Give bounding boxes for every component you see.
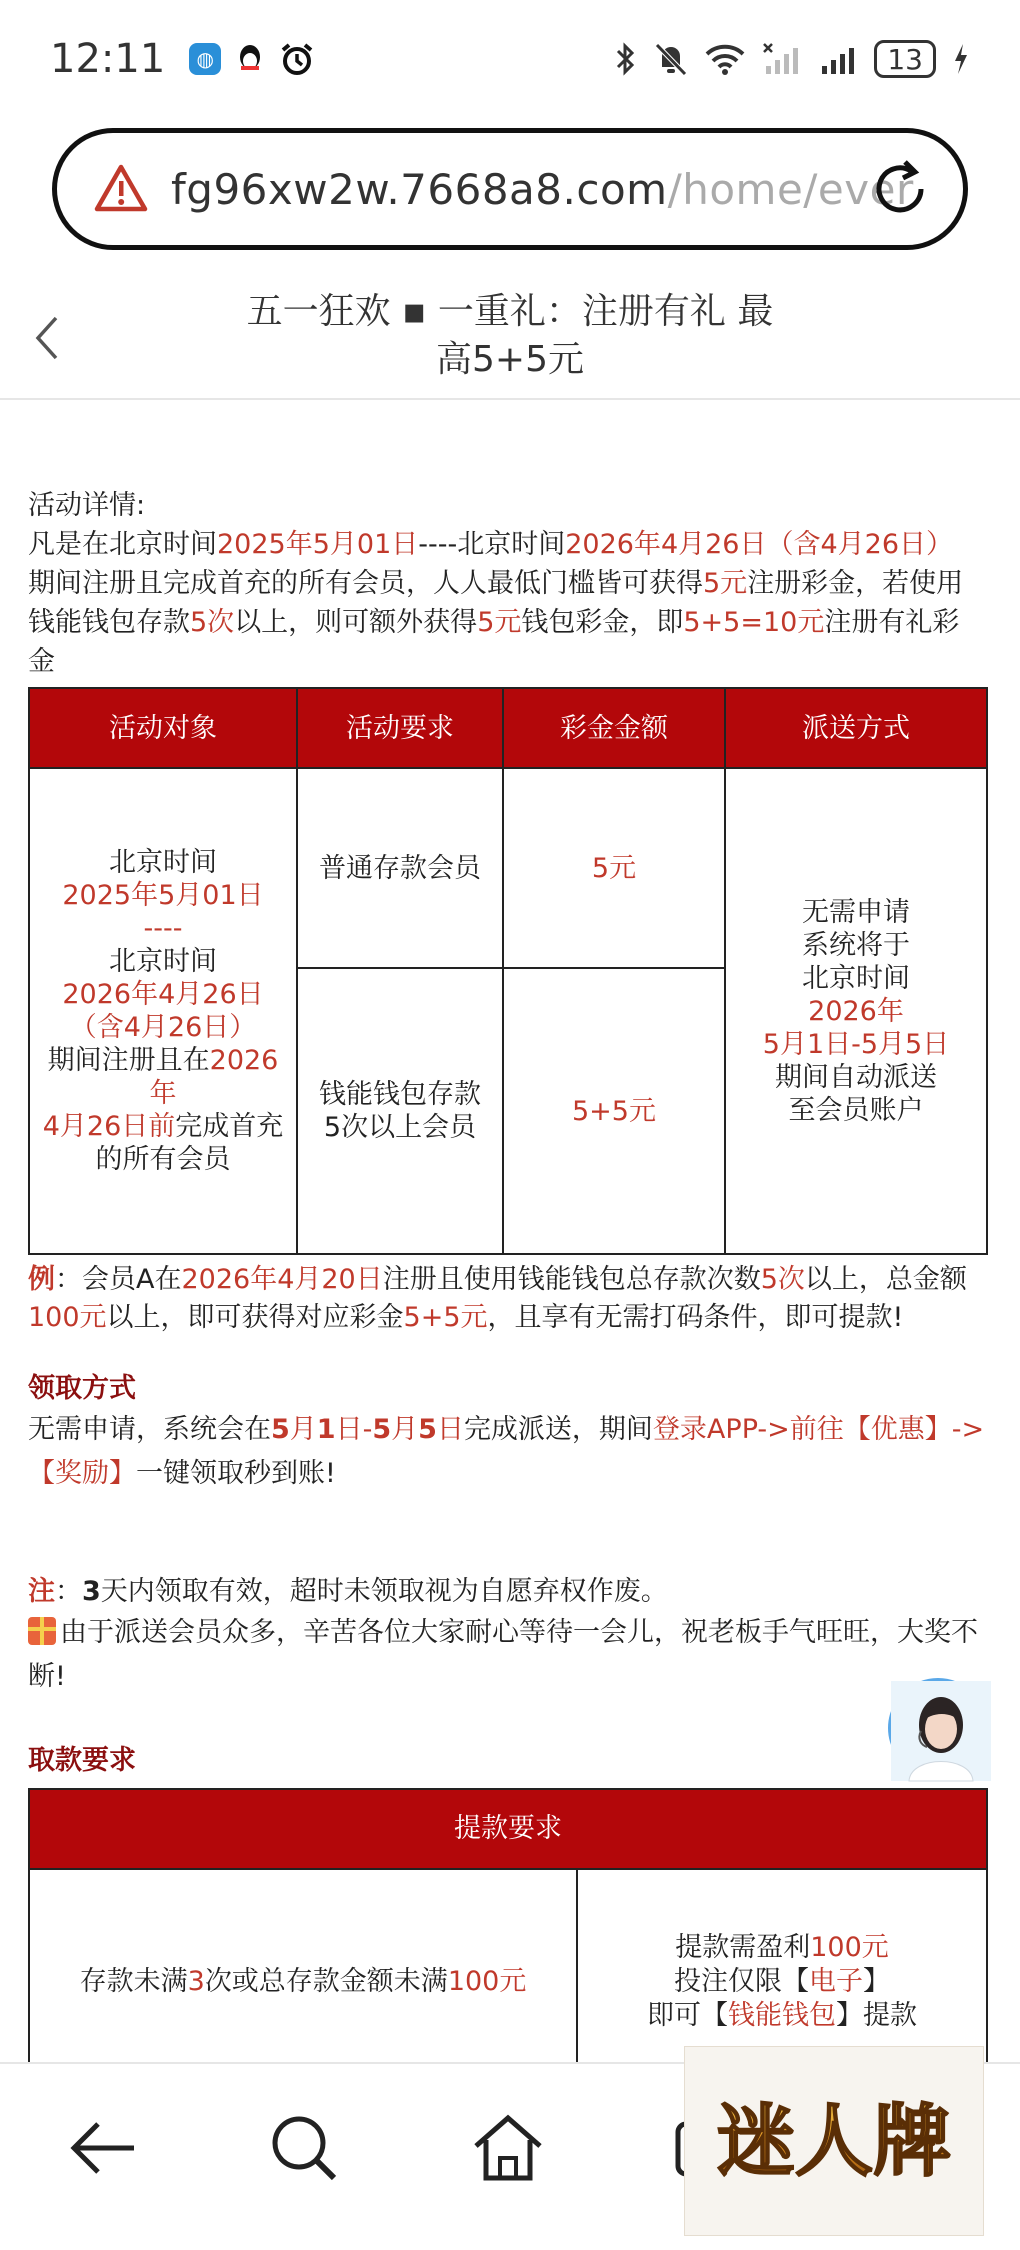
claim-date: 5 — [418, 1414, 437, 1445]
target-text: 4月26日前 — [42, 1111, 176, 1142]
note-text: 天内领取有效，超时未领取视为自愿弃权作废。 — [100, 1576, 668, 1607]
promo-content — [28, 486, 986, 2096]
details-label: 活动详情: — [28, 490, 146, 521]
withdraw-text: 电子 — [809, 1966, 863, 1997]
details-text: ----北京时间 — [418, 529, 566, 560]
target-line: 北京时间 — [109, 946, 217, 977]
note-days: 3 — [82, 1576, 101, 1607]
status-time: 12:11 — [50, 36, 166, 82]
target-line — [36, 1044, 290, 1110]
activity-table-header — [29, 688, 987, 768]
withdraw-text: 存款未满 — [79, 1966, 188, 1997]
requirement-cell: 普通存款会员 — [297, 768, 503, 968]
delivery-line: 北京时间 — [802, 962, 910, 994]
claim-title: 领取方式 — [28, 1373, 136, 1404]
withdraw-text: 即可【 — [647, 2000, 728, 2031]
target-line: 北京时间 — [109, 847, 217, 878]
claim-text: 一键领取秒到账! — [136, 1458, 336, 1489]
watermark-text — [694, 2086, 974, 2196]
status-bar — [0, 0, 1020, 118]
details-times: 5次 — [190, 607, 235, 638]
example-label: 例 — [28, 1264, 55, 1295]
claim-text: 无需申请，系统会在 — [28, 1414, 271, 1445]
target-line: 的所有会员 — [95, 1144, 231, 1175]
page-header — [0, 280, 1020, 400]
claim-path: 登录APP->前往【优惠】->【奖励】 — [28, 1414, 985, 1489]
status-left — [50, 36, 315, 82]
page-title — [170, 288, 850, 384]
page-title-line2: 高5+5元 — [436, 339, 584, 380]
table-row — [29, 768, 987, 968]
target-line — [36, 1110, 290, 1143]
details-total: 5+5=10元 — [683, 607, 825, 638]
target-line: ---- — [143, 913, 183, 944]
note-label: 注 — [28, 1576, 55, 1607]
claim-date: 月 — [289, 1414, 317, 1445]
amount-cell: 5元 — [503, 768, 725, 968]
withdraw-line — [578, 1965, 986, 1999]
target-text: 完成首充 — [175, 1111, 284, 1142]
example-text: 以上，即可获得对应彩金 — [106, 1302, 404, 1333]
alarm-icon — [279, 41, 315, 77]
gift-paragraph — [28, 1611, 986, 1699]
details-amount: 5元 — [703, 568, 748, 599]
bluetooth-icon — [614, 41, 638, 77]
table-header-cell: 彩金金额 — [503, 688, 725, 768]
support-agent-icon — [891, 1681, 991, 1781]
delivery-cell — [725, 768, 987, 1254]
withdraw-title: 取款要求 — [28, 1745, 136, 1776]
app-icon: ◍ — [189, 43, 221, 75]
requirement-cell — [297, 968, 503, 1254]
example-paragraph — [28, 1261, 986, 1337]
back-arrow-icon[interactable] — [64, 2108, 144, 2188]
claim-date: 月 — [391, 1414, 419, 1445]
activity-table — [28, 687, 988, 1255]
qq-icon — [235, 42, 265, 76]
customer-support-avatar[interactable] — [888, 1678, 988, 1778]
target-line: （含4月26日） — [69, 1012, 257, 1043]
requirement-line: 钱能钱包存款 — [319, 1079, 481, 1110]
example-amount: 100元 — [28, 1302, 107, 1333]
signal-icon — [818, 42, 858, 76]
table-header-cell: 派送方式 — [725, 688, 987, 768]
claim-date: 5 — [372, 1414, 392, 1445]
search-icon[interactable] — [264, 2108, 344, 2188]
example-text: ，且享有无需打码条件，即可提款! — [487, 1302, 904, 1333]
delivery-line: 无需申请 — [802, 896, 910, 928]
page-title-line1: 五一狂欢 ▪ 一重礼：注册有礼 最 — [246, 291, 774, 332]
delivery-line: 期间自动派送 — [775, 1061, 937, 1093]
withdraw-line — [578, 1999, 986, 2033]
table-header-cell: 活动要求 — [297, 688, 503, 768]
mute-icon — [654, 41, 688, 77]
example-date: 2026年4月20日 — [181, 1264, 383, 1295]
delivery-line: 5月1日-5月5日 — [762, 1028, 950, 1060]
target-line: 2026年4月26日 — [62, 979, 264, 1010]
watermark-logo — [684, 2046, 984, 2236]
target-text: 期间注册且在 — [47, 1045, 210, 1076]
url-host: fg96xw2w.7668a8.com — [171, 164, 668, 214]
delivery-line: 系统将于 — [802, 929, 910, 961]
battery-level: 13 — [874, 40, 936, 78]
url-text[interactable] — [171, 164, 914, 214]
claim-date: 5 — [271, 1414, 290, 1445]
note-paragraph — [28, 1572, 986, 1611]
warning-icon[interactable] — [93, 161, 149, 217]
details-text: 凡是在北京时间 — [28, 529, 217, 560]
target-cell — [29, 768, 297, 1254]
claim-date: 日- — [335, 1414, 373, 1445]
delivery-line: 2026年 — [808, 995, 904, 1027]
withdraw-amount: 100元 — [810, 1932, 889, 1963]
withdraw-text: 钱能钱包 — [728, 2000, 836, 2031]
details-text: 注册彩金，若使用钱能钱包存款 — [28, 568, 964, 638]
target-text: 2026年 — [149, 1045, 279, 1109]
gift-icon — [28, 1617, 56, 1645]
details-text: 钱包彩金，即 — [521, 607, 684, 638]
withdraw-text: 提款需盈利 — [675, 1932, 811, 1963]
withdraw-text: 】提款 — [836, 2000, 917, 2031]
claim-date: 1 — [316, 1414, 336, 1445]
example-text: 注册且使用钱能钱包总存款次数 — [382, 1264, 761, 1295]
requirement-line: 5次以上会员 — [323, 1112, 477, 1143]
claim-date: 日 — [436, 1414, 464, 1445]
back-chevron-icon[interactable] — [22, 304, 72, 368]
details-text: 以上，则可额外获得 — [234, 607, 478, 638]
example-text: ：会员A在 — [55, 1264, 182, 1295]
withdraw-count: 3 — [187, 1966, 205, 1997]
details-text: 注册有礼彩金 — [28, 607, 960, 677]
withdraw-text: 投注仅限【 — [674, 1966, 809, 1997]
example-times: 5次 — [760, 1264, 805, 1295]
signal-icon — [762, 42, 802, 76]
gift-text: 由于派送会员众多，辛苦各位大家耐心等待一会儿，祝老板手气旺旺，大奖不断! — [28, 1617, 978, 1692]
note-text: ： — [55, 1576, 82, 1607]
amount-cell: 5+5元 — [503, 968, 725, 1254]
example-text: 以上，总金额 — [804, 1264, 967, 1295]
details-text: 期间注册且完成首充的所有会员，人人最低门槛皆可获得 — [28, 568, 703, 599]
table-header-cell: 活动对象 — [29, 688, 297, 768]
details-paragraph — [28, 525, 986, 681]
example-bonus: 5+5元 — [403, 1302, 488, 1333]
status-right — [614, 40, 970, 78]
claim-text: 完成派送，期间 — [463, 1414, 653, 1445]
withdraw-line — [578, 1931, 986, 1965]
details-date-end: 2026年4月26日（含4月26日） — [565, 529, 954, 560]
home-icon[interactable] — [468, 2108, 548, 2188]
watermark-label: 迷人牌 — [716, 2097, 952, 2187]
details-date-start: 2025年5月01日 — [217, 529, 419, 560]
wifi-icon — [704, 42, 746, 76]
delivery-line: 至会员账户 — [788, 1094, 924, 1126]
target-line: 2025年5月01日 — [62, 880, 264, 911]
url-path: /home/ever — [667, 164, 914, 214]
withdraw-text: 】 — [863, 1966, 890, 1997]
details-amount: 5元 — [477, 607, 522, 638]
withdraw-amount: 100元 — [447, 1966, 527, 1997]
table-header-cell: 提款要求 — [29, 1789, 987, 1869]
withdraw-text: 次或总存款金额未满 — [204, 1966, 448, 1997]
address-bar[interactable] — [52, 128, 968, 250]
claim-paragraph — [28, 1408, 986, 1496]
charging-icon — [952, 42, 970, 76]
withdraw-table-header — [29, 1789, 987, 1869]
reload-icon[interactable] — [867, 156, 933, 222]
